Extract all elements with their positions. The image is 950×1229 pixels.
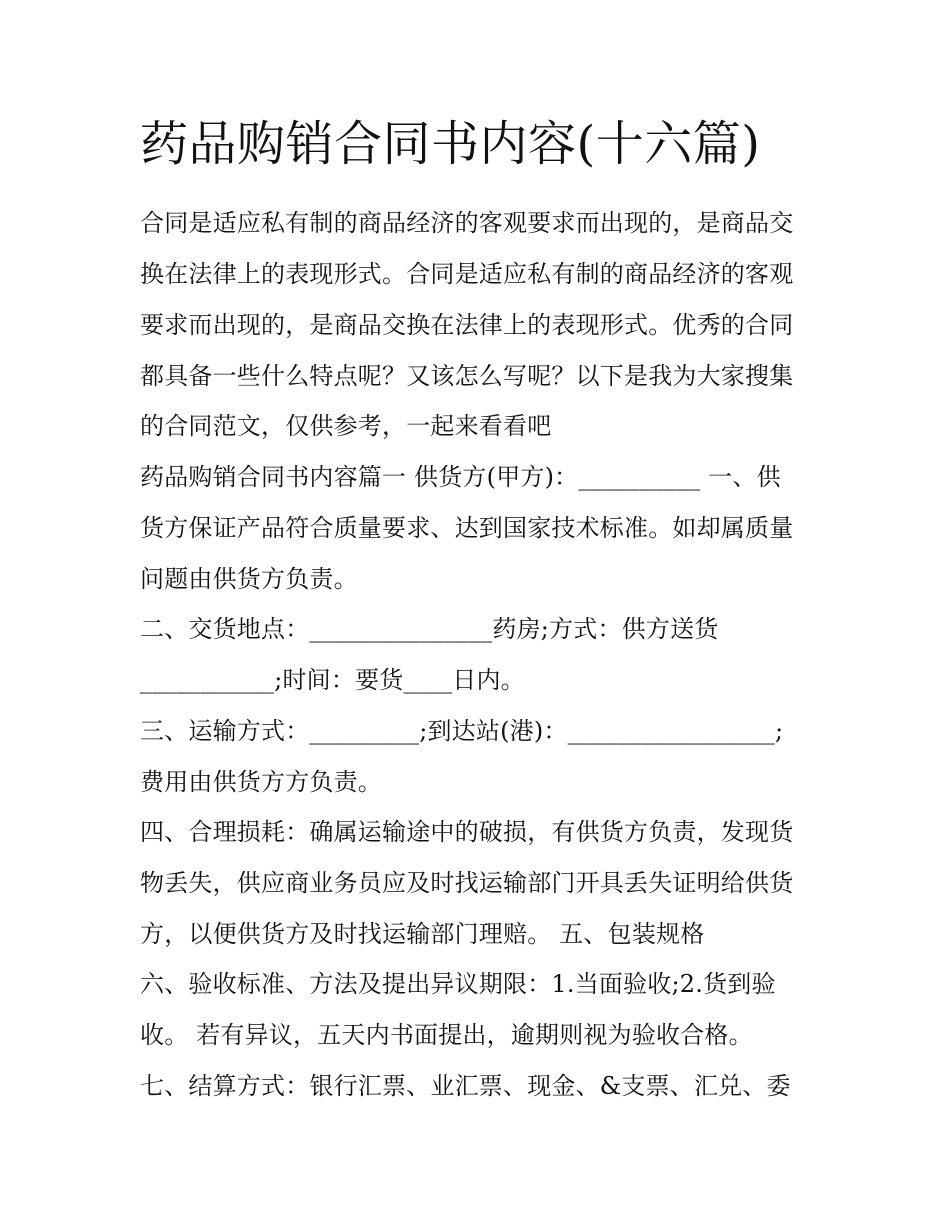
body-line: 的合同范文，仅供参考，一起来看看吧 — [140, 412, 552, 440]
body-line: 药品购销合同书内容篇一 供货方(甲方)：__________ 一、供 — [140, 463, 781, 491]
body-line: 二、交货地点：_______________药房;方式：供方送货 — [140, 615, 719, 643]
body-line: 收。 若有异议，五天内书面提出，逾期则视为验收合格。 — [140, 1021, 753, 1049]
body-line: 都具备一些什么特点呢？又该怎么写呢？以下是我为大家搜集 — [140, 362, 794, 390]
body-line: 三、运输方式：_________;到达站(港)：_________________; — [140, 717, 784, 745]
body-line: 货方保证产品符合质量要求、达到国家技术标准。如却属质量 — [140, 514, 794, 542]
body-line: 换在法律上的表现形式。合同是适应私有制的商品经济的客观 — [140, 260, 794, 288]
body-line: 方，以便供货方及时找运输部门理赔。 五、包装规格 — [140, 920, 705, 948]
body-line: ___________;时间：要货____日内。 — [140, 666, 525, 694]
body-line: 费用由供货方方负责。 — [140, 768, 382, 796]
body-line: 六、验收标准、方法及提出异议期限：1.当面验收;2.货到验 — [140, 970, 776, 998]
body-line: 问题由供货方负责。 — [140, 565, 358, 593]
body-line: 四、合理损耗：确属运输途中的破损，有供货方负责，发现货 — [140, 818, 794, 846]
body-line: 合同是适应私有制的商品经济的客观要求而出现的，是商品交 — [140, 209, 794, 237]
document-title: 药品购销合同书内容(十六篇) — [140, 116, 761, 172]
body-line: 要求而出现的，是商品交换在法律上的表现形式。优秀的合同 — [140, 311, 794, 339]
body-line: 物丢失，供应商业务员应及时找运输部门开具丢失证明给供货 — [140, 869, 794, 897]
body-line: 七、结算方式：银行汇票、业汇票、现金、&支票、汇兑、委 — [140, 1072, 791, 1100]
